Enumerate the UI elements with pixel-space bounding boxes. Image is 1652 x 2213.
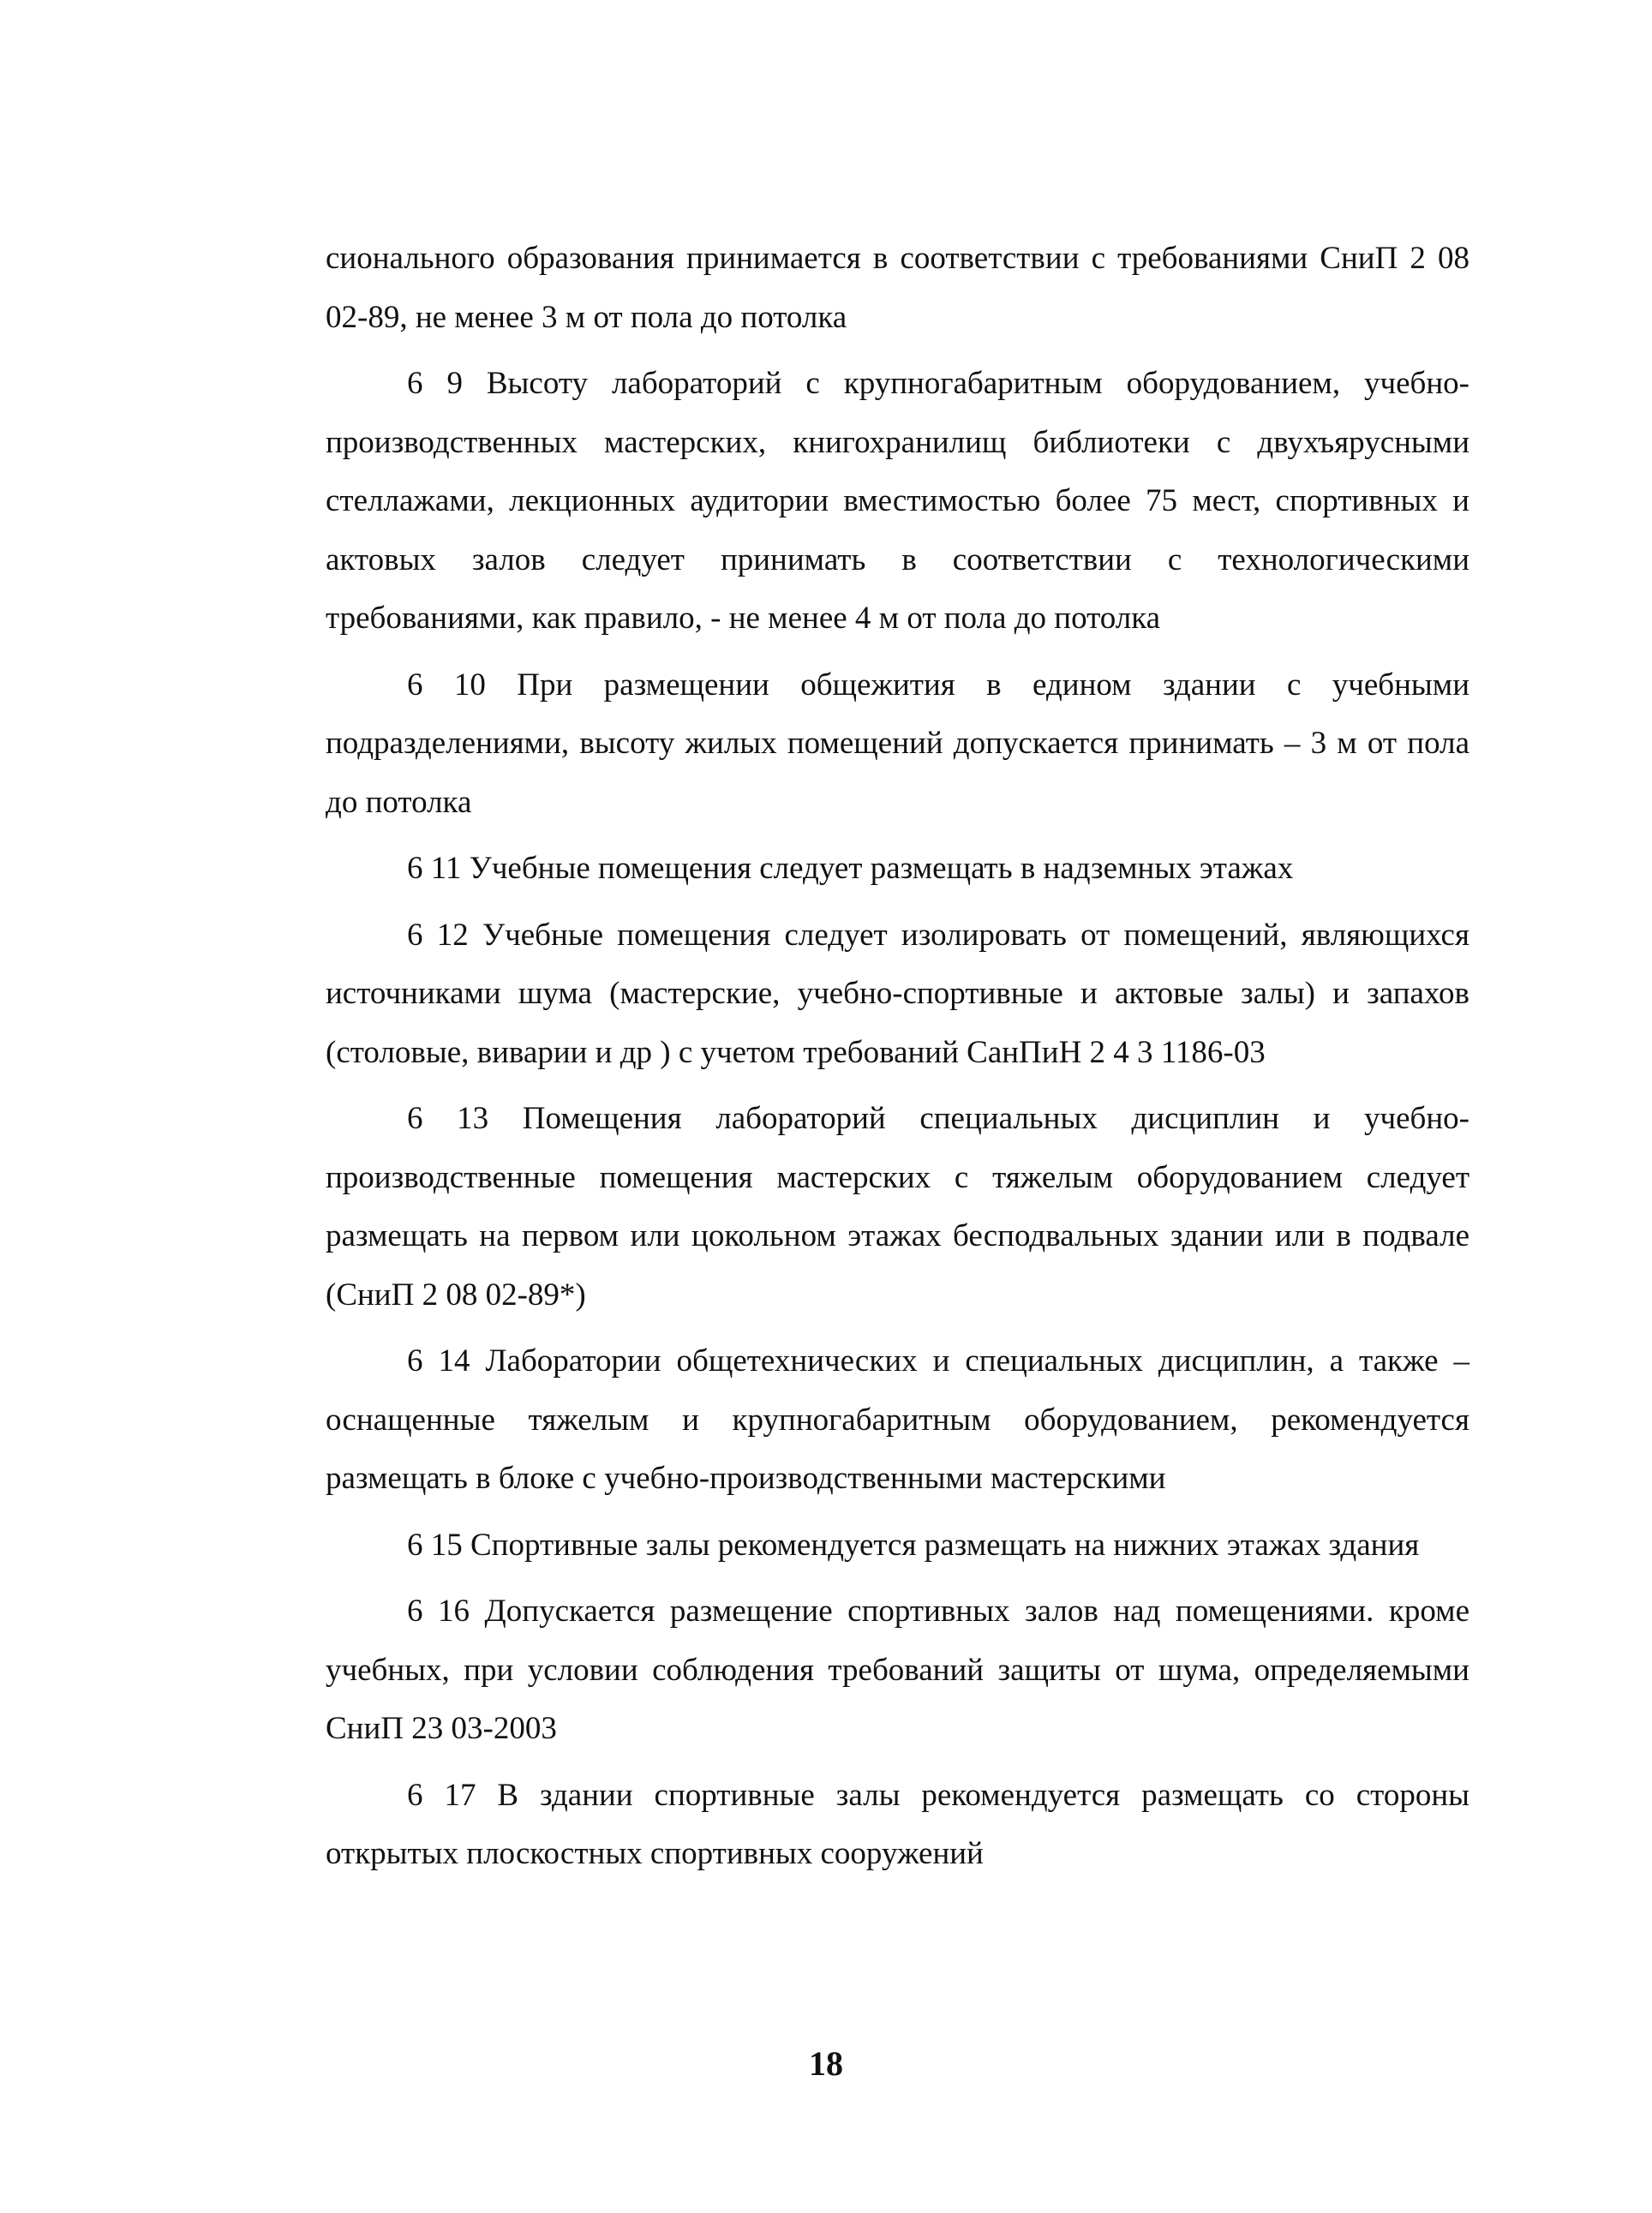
paragraph-6-10: 6 10 При размещении общежития в едином здании с учебными подразделениями, высоту жилых помещений допускается принимать – 3 м от пола до потолка xyxy=(326,667,1469,820)
paragraph-6-11: 6 11 Учебные помещения следует размещать в надземных этажах xyxy=(407,851,1294,886)
paragraph-6-15: 6 15 Спортивные залы рекомендуется размещать на нижних этажах здания xyxy=(407,1527,1420,1563)
paragraph-6-13: 6 13 Помещения лабораторий специальных дисциплин и учебно-производственные помещения мастерских с тяжелым оборудованием следует размещать на первом или цокольном этажах бесподвальных здании или в подвале (СниП 2 08 02-89*) xyxy=(326,1101,1469,1313)
paragraph-6-16: 6 16 Допускается размещение спортивных залов над помещениями. кроме учебных, при условии соблюдения требований защиты от шума, определяемыми СниП 23 03-2003 xyxy=(326,1594,1469,1746)
paragraph-continuation: сионального образования принимается в соответствии с требованиями СниП 2 08 02-89, не менее 3 м от пола до потолка xyxy=(326,241,1469,335)
page-number: 18 xyxy=(809,2044,843,2083)
paragraph-6-17: 6 17 В здании спортивные залы рекомендуется размещать со стороны открытых плоскостных спортивных сооружений xyxy=(326,1777,1469,1871)
paragraph-6-12: 6 12 Учебные помещения следует изолировать от помещений, являющихся источниками шума (мастерские, учебно-спортивные и актовые залы) и запахов (столовые, виварии и др ) с учетом требований СанПиН 2 4 3 1186-03 xyxy=(326,917,1469,1070)
body-text xyxy=(326,230,1469,1892)
paragraph-6-14: 6 14 Лаборатории общетехнических и специальных дисциплин, а также – оснащенные тяжелым и крупногабаритным оборудованием, рекомендуется размещать в блоке с учебно-производственными мастерскими xyxy=(326,1343,1469,1496)
paragraph-6-9: 6 9 Высоту лабораторий с крупногабаритным оборудованием, учебно-производственных мастерских, книгохранилищ библиотеки с двухъярусными стеллажами, лекционных аудитории вместимостью более 75 мест, спортивных и актовых залов следует принимать в соответствии с технологическими требованиями, как правило, - не менее 4 м от пола до потолка xyxy=(326,366,1469,636)
